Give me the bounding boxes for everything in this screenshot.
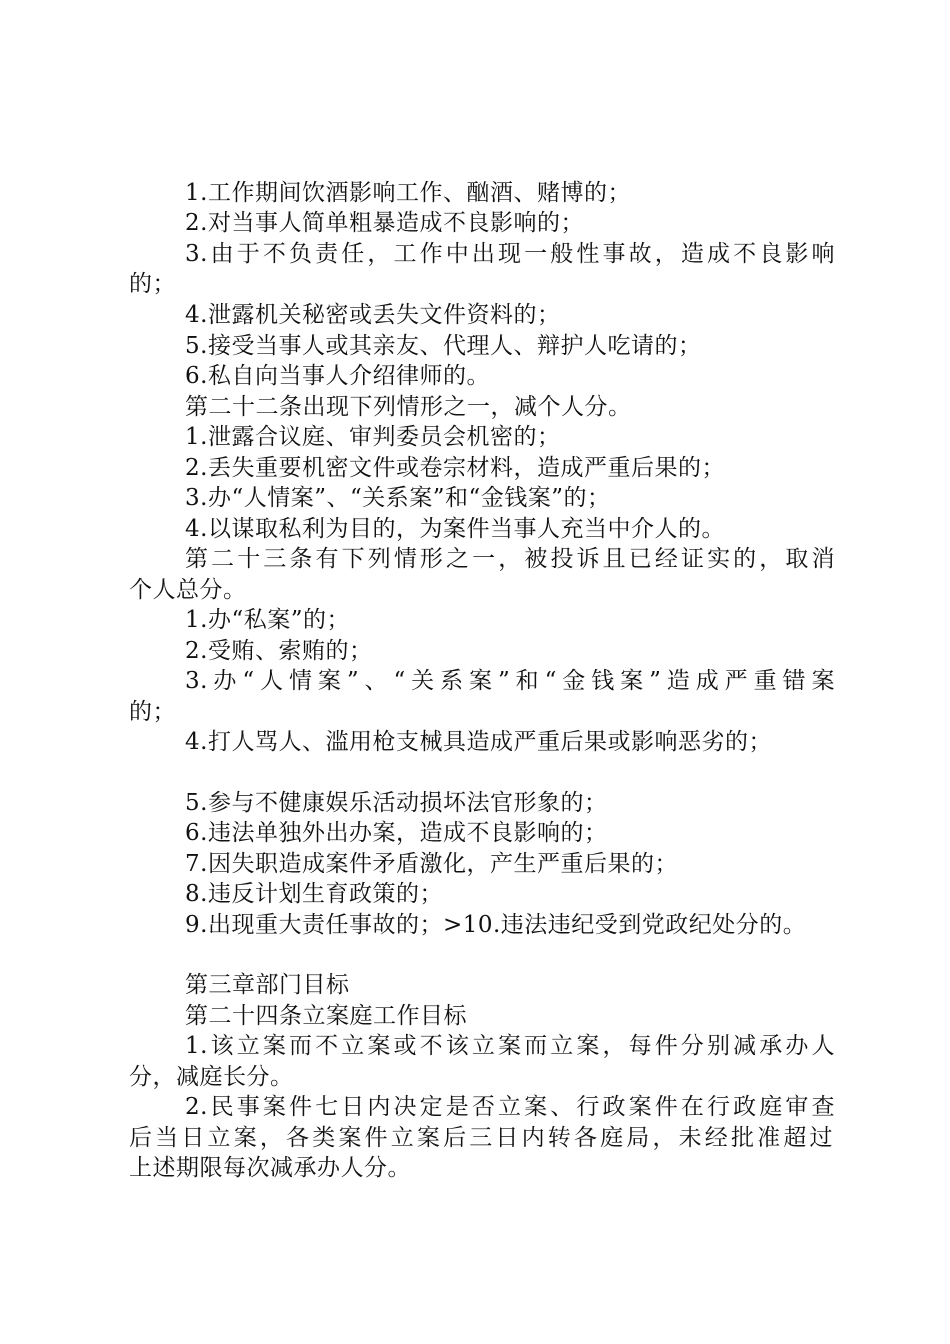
text-line: 1.泄露合议庭、审判委员会机密的； bbox=[185, 424, 561, 450]
text-line: 个人总分。 bbox=[129, 577, 247, 603]
text-line: 1.工作期间饮酒影响工作、酗酒、赌博的； bbox=[185, 180, 631, 206]
text-line: 的； bbox=[129, 271, 176, 297]
chapter-heading: 第三章部门目标 bbox=[185, 972, 350, 998]
text-line: 8.违反计划生育政策的； bbox=[185, 881, 443, 907]
text-line: 2.对当事人简单粗暴造成不良影响的； bbox=[185, 210, 584, 236]
text-line: 3.办“人情案”、“关系案”和“金钱案”造成严重错案 bbox=[185, 668, 835, 694]
text-line: 2.受贿、索贿的； bbox=[185, 638, 373, 664]
text-line: 6.私自向当事人介绍律师的。 bbox=[185, 363, 490, 389]
text-line: 3.由于不负责任，工作中出现一般性事故，造成不良影响 bbox=[185, 241, 835, 267]
text-line: 4.泄露机关秘密或丢失文件资料的； bbox=[185, 302, 561, 328]
text-line: 9.出现重大责任事故的；>10.违法违纪受到党政纪处分的。 bbox=[185, 912, 807, 938]
section-heading: 第二十四条立案庭工作目标 bbox=[185, 1003, 467, 1029]
text-line: 2.丢失重要机密文件或卷宗材料，造成严重后果的； bbox=[185, 455, 725, 481]
section-heading: 第二十二条出现下列情形之一，减个人分。 bbox=[185, 394, 632, 420]
text-line: 5.接受当事人或其亲友、代理人、辩护人吃请的； bbox=[185, 333, 702, 359]
section-heading: 第二十三条有下列情形之一，被投诉且已经证实的，取消 bbox=[185, 546, 835, 572]
text-line: 后当日立案，各类案件立案后三日内转各庭局，未经批准超过 bbox=[129, 1125, 833, 1151]
text-line: 5.参与不健康娱乐活动损坏法官形象的； bbox=[185, 790, 608, 816]
text-line: 7.因失职造成案件矛盾激化，产生严重后果的； bbox=[185, 851, 678, 877]
text-line: 1.该立案而不立案或不该立案而立案，每件分别减承办人 bbox=[185, 1033, 835, 1059]
text-line: 1.办“私案”的； bbox=[185, 607, 350, 633]
text-line: 6.违法单独外出办案，造成不良影响的； bbox=[185, 820, 608, 846]
text-line: 3.办“人情案”、“关系案”和“金钱案”的； bbox=[185, 485, 611, 511]
text-line: 4.以谋取私利为目的，为案件当事人充当中介人的。 bbox=[185, 516, 725, 542]
text-line: 2.民事案件七日内决定是否立案、行政案件在行政庭审查 bbox=[185, 1094, 835, 1120]
text-line: 分，减庭长分。 bbox=[129, 1064, 294, 1090]
text-line: 的； bbox=[129, 699, 176, 725]
text-line: 4.打人骂人、滥用枪支械具造成严重后果或影响恶劣的； bbox=[185, 729, 772, 755]
text-line: 上述期限每次减承办人分。 bbox=[129, 1155, 411, 1181]
